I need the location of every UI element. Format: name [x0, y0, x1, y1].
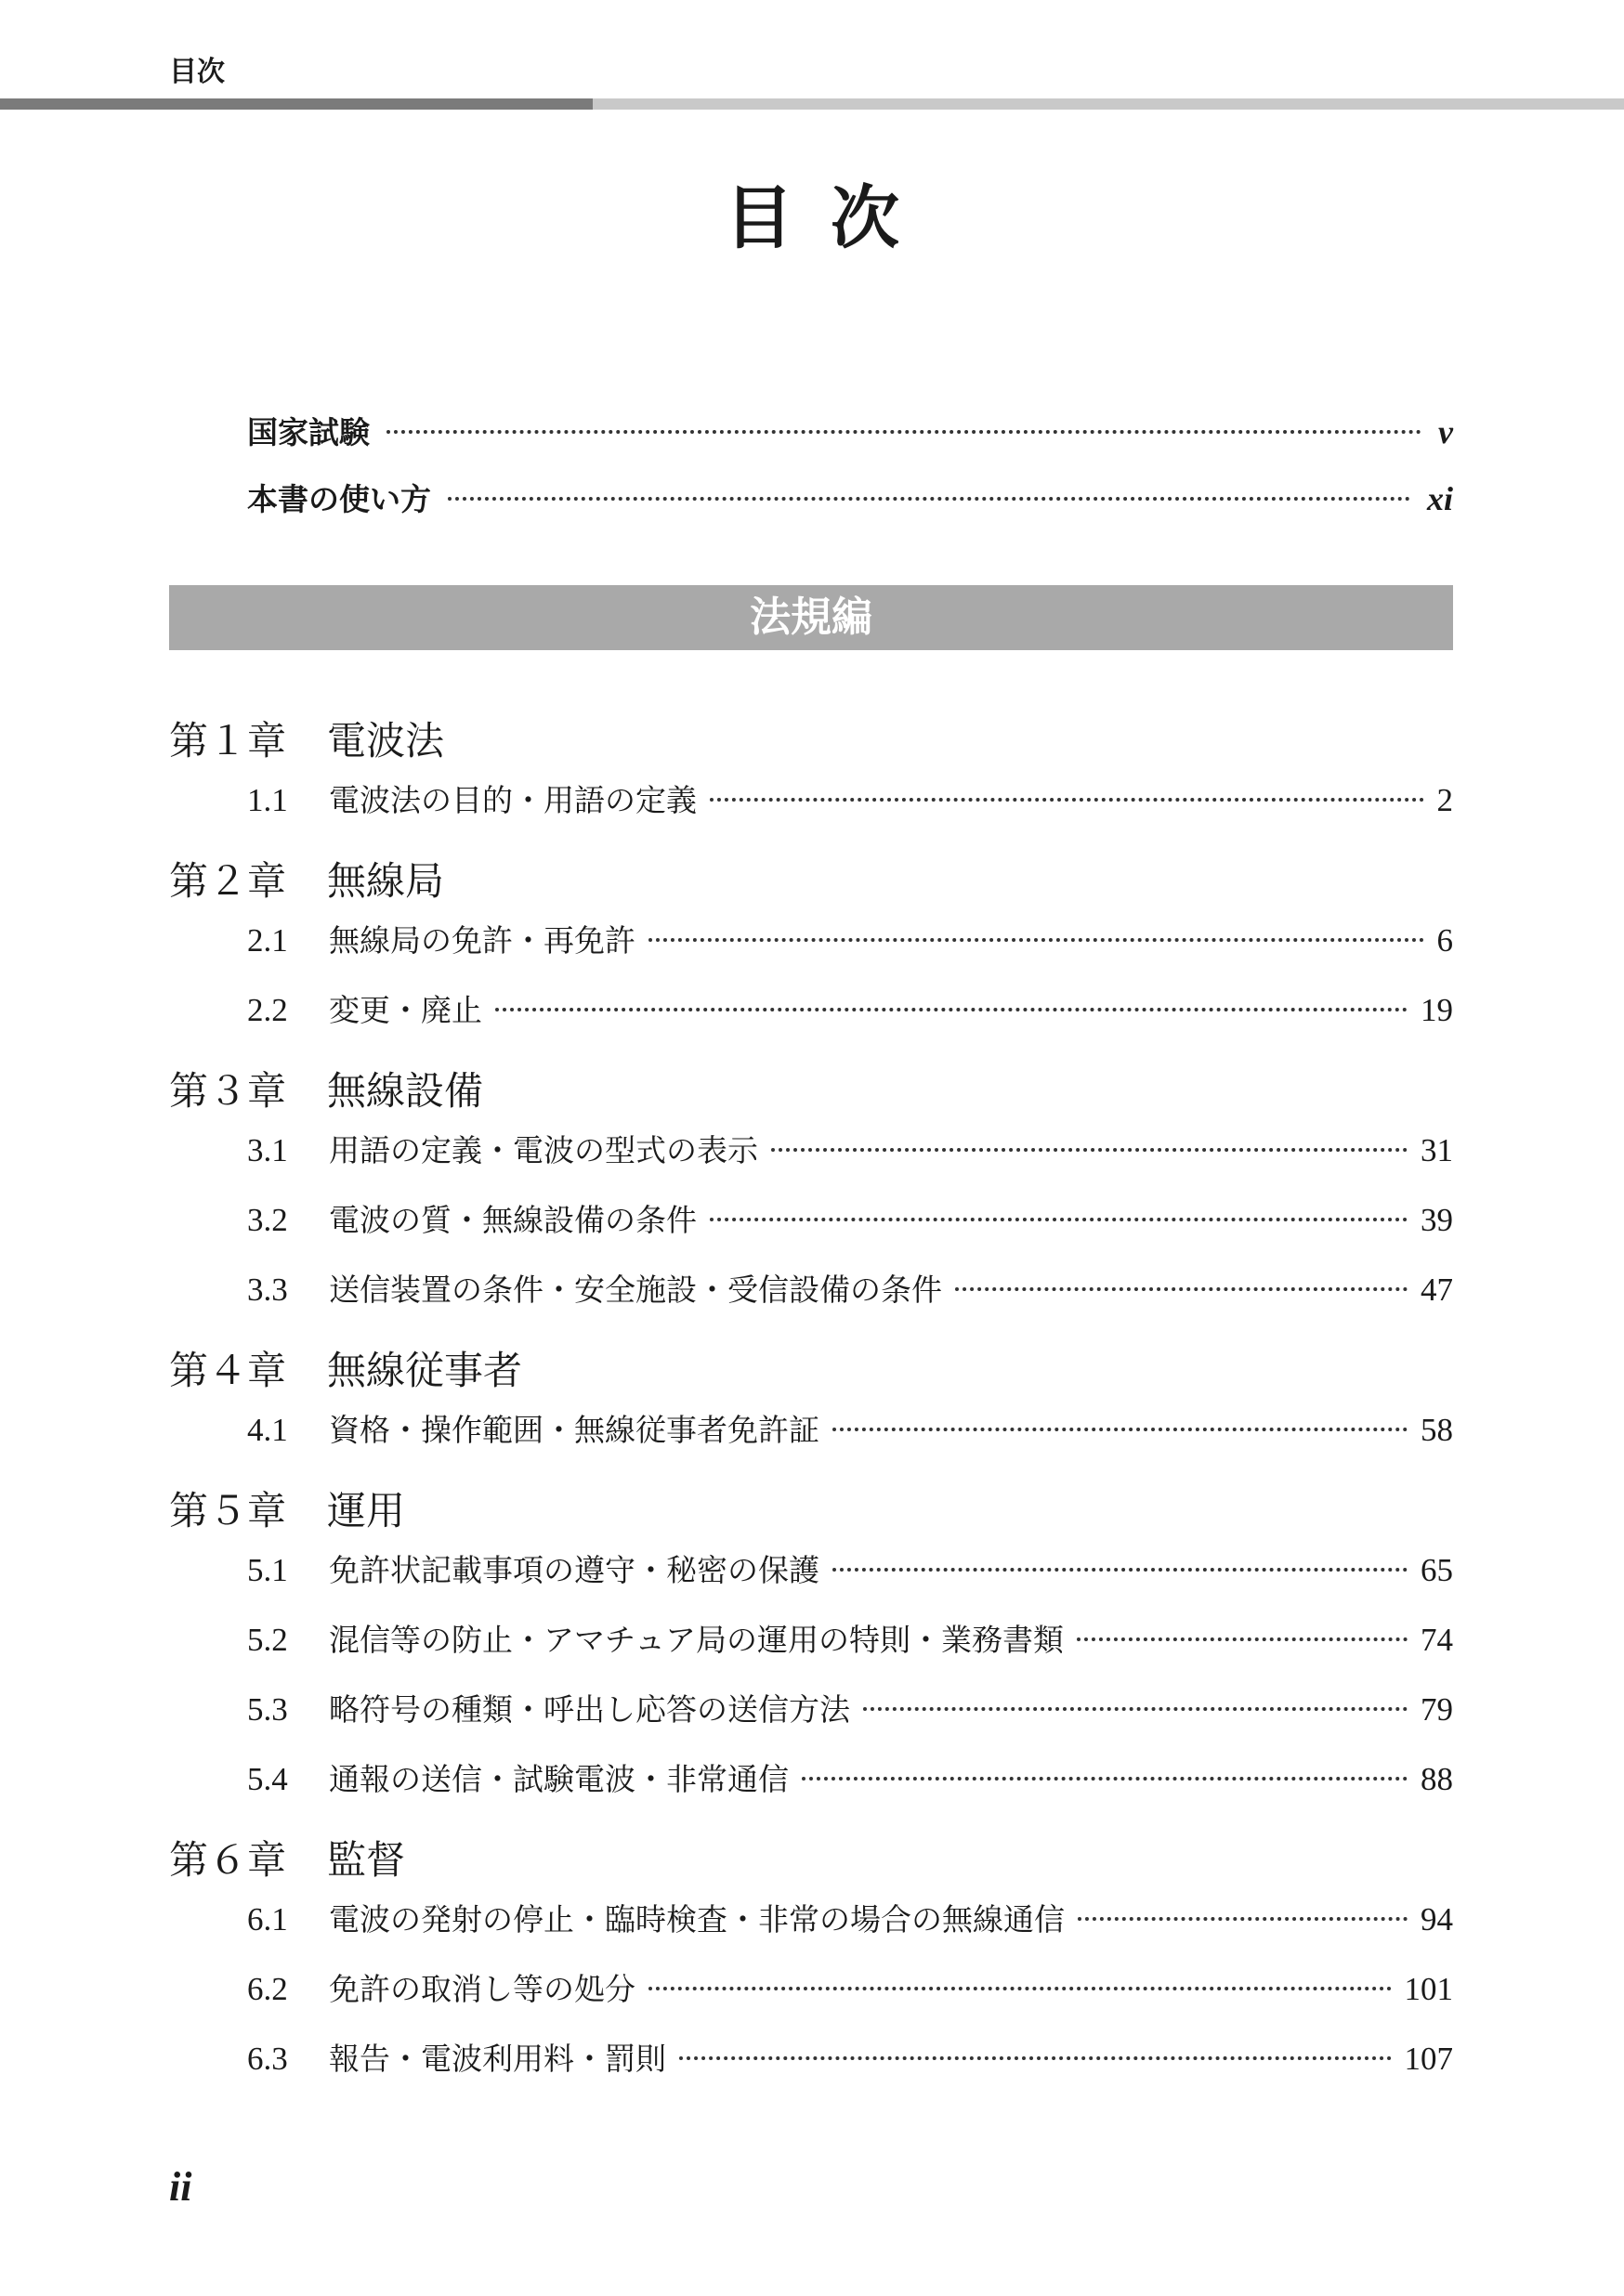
section-entry[interactable] [169, 2035, 1453, 2105]
section-title: 通報の送信・試験電波・非常通信 [329, 1761, 789, 1797]
chapter-heading[interactable] [169, 1056, 1453, 1127]
dot-leader [448, 497, 1410, 501]
section-page: 79 [1421, 1691, 1453, 1728]
chapter-heading[interactable] [169, 846, 1453, 917]
header-rule-dark [0, 98, 593, 110]
section-page: 65 [1421, 1552, 1453, 1588]
part-heading: 法規編 [169, 585, 1453, 650]
table-of-contents [169, 706, 1453, 2105]
front-matter-label: 国家試験 [247, 414, 370, 450]
dot-leader [832, 1428, 1408, 1431]
section-title: 免許状記載事項の遵守・秘密の保護 [329, 1552, 819, 1588]
page-number: ii [169, 2164, 192, 2210]
section-title: 報告・電波利用料・罰則 [329, 2041, 666, 2077]
chapter-number: 第６章 [169, 1837, 287, 1883]
section-title: 電波法の目的・用語の定義 [329, 782, 697, 818]
section-number: 3.2 [247, 1202, 288, 1238]
chapter-number: 第５章 [169, 1488, 287, 1533]
dot-leader [863, 1707, 1408, 1711]
dot-leader [679, 2056, 1392, 2060]
chapter-title: 運用 [327, 1488, 406, 1533]
section-entry[interactable] [169, 986, 1453, 1056]
dot-leader [710, 798, 1424, 802]
front-matter-entry[interactable] [247, 476, 1453, 542]
chapter-number: 第１章 [169, 718, 287, 763]
chapter-heading[interactable] [169, 1476, 1453, 1546]
dot-leader [495, 1008, 1408, 1011]
section-entry[interactable] [169, 917, 1453, 986]
dot-leader [648, 938, 1424, 942]
section-title: 略符号の種類・呼出し応答の送信方法 [329, 1691, 850, 1728]
chapter-number: 第３章 [169, 1068, 287, 1114]
dot-leader [386, 430, 1421, 434]
section-page: 101 [1404, 1971, 1453, 2007]
section-number: 1.1 [247, 782, 288, 818]
section-entry[interactable] [169, 1616, 1453, 1686]
section-page: 2 [1436, 782, 1453, 818]
chapter-title: 監督 [327, 1837, 406, 1883]
header-rule [0, 98, 1624, 110]
section-number: 5.3 [247, 1691, 288, 1728]
section-page: 6 [1436, 922, 1453, 959]
dot-leader [648, 1987, 1392, 1990]
dot-leader [710, 1218, 1408, 1221]
section-page: 19 [1421, 992, 1453, 1028]
section-entry[interactable] [169, 1546, 1453, 1616]
section-entry[interactable] [169, 1406, 1453, 1476]
front-matter-entry[interactable] [247, 409, 1453, 476]
section-title: 免許の取消し等の処分 [329, 1971, 635, 2007]
front-matter-list [247, 409, 1453, 542]
section-title: 送信装置の条件・安全施設・受信設備の条件 [329, 1272, 942, 1308]
page-title: 目次 [725, 178, 936, 258]
section-entry[interactable] [169, 1127, 1453, 1196]
front-matter-page: xi [1426, 480, 1453, 517]
chapter-number: 第２章 [169, 858, 287, 904]
section-entry[interactable] [169, 1896, 1453, 1965]
header-rule-light [593, 98, 1624, 110]
dot-leader [832, 1568, 1408, 1572]
section-page: 74 [1421, 1622, 1453, 1658]
chapter-heading[interactable] [169, 706, 1453, 776]
section-entry[interactable] [169, 776, 1453, 846]
section-number: 2.1 [247, 922, 288, 959]
section-number: 6.2 [247, 1971, 288, 2007]
section-number: 3.1 [247, 1132, 288, 1168]
chapter-title: 無線従事者 [327, 1348, 523, 1393]
dot-leader [955, 1287, 1408, 1291]
section-number: 2.2 [247, 992, 288, 1028]
section-number: 4.1 [247, 1412, 288, 1448]
section-entry[interactable] [169, 1196, 1453, 1266]
section-entry[interactable] [169, 1686, 1453, 1755]
section-number: 6.1 [247, 1901, 288, 1937]
section-title: 変更・廃止 [329, 992, 482, 1028]
section-number: 3.3 [247, 1272, 288, 1308]
dot-leader [771, 1148, 1408, 1152]
section-title: 無線局の免許・再免許 [329, 922, 635, 959]
section-entry[interactable] [169, 1965, 1453, 2035]
section-title: 用語の定義・電波の型式の表示 [329, 1132, 758, 1168]
front-matter-label: 本書の使い方 [247, 481, 431, 517]
section-page: 94 [1421, 1901, 1453, 1937]
chapter-number: 第４章 [169, 1348, 287, 1393]
dot-leader [1077, 1637, 1408, 1641]
section-title: 電波の発射の停止・臨時検査・非常の場合の無線通信 [329, 1901, 1065, 1937]
front-matter-page: v [1438, 413, 1453, 450]
section-title: 資格・操作範囲・無線従事者免許証 [329, 1412, 819, 1448]
section-number: 5.1 [247, 1552, 288, 1588]
section-page: 39 [1421, 1202, 1453, 1238]
section-entry[interactable] [169, 1755, 1453, 1825]
chapter-heading[interactable] [169, 1825, 1453, 1896]
section-title: 電波の質・無線設備の条件 [329, 1202, 697, 1238]
section-page: 58 [1421, 1412, 1453, 1448]
running-head: 目次 [169, 56, 225, 88]
dot-leader [1078, 1917, 1408, 1921]
section-number: 5.2 [247, 1622, 288, 1658]
section-page: 88 [1421, 1761, 1453, 1797]
chapter-heading[interactable] [169, 1336, 1453, 1406]
chapter-title: 電波法 [327, 718, 445, 763]
section-page: 47 [1421, 1272, 1453, 1308]
chapter-title: 無線局 [327, 858, 445, 904]
section-page: 107 [1404, 2041, 1453, 2077]
section-title: 混信等の防止・アマチュア局の運用の特則・業務書類 [329, 1622, 1065, 1658]
section-entry[interactable] [169, 1266, 1453, 1336]
section-page: 31 [1421, 1132, 1453, 1168]
section-number: 6.3 [247, 2041, 288, 2077]
dot-leader [802, 1777, 1408, 1781]
section-number: 5.4 [247, 1761, 288, 1797]
chapter-title: 無線設備 [327, 1068, 484, 1114]
